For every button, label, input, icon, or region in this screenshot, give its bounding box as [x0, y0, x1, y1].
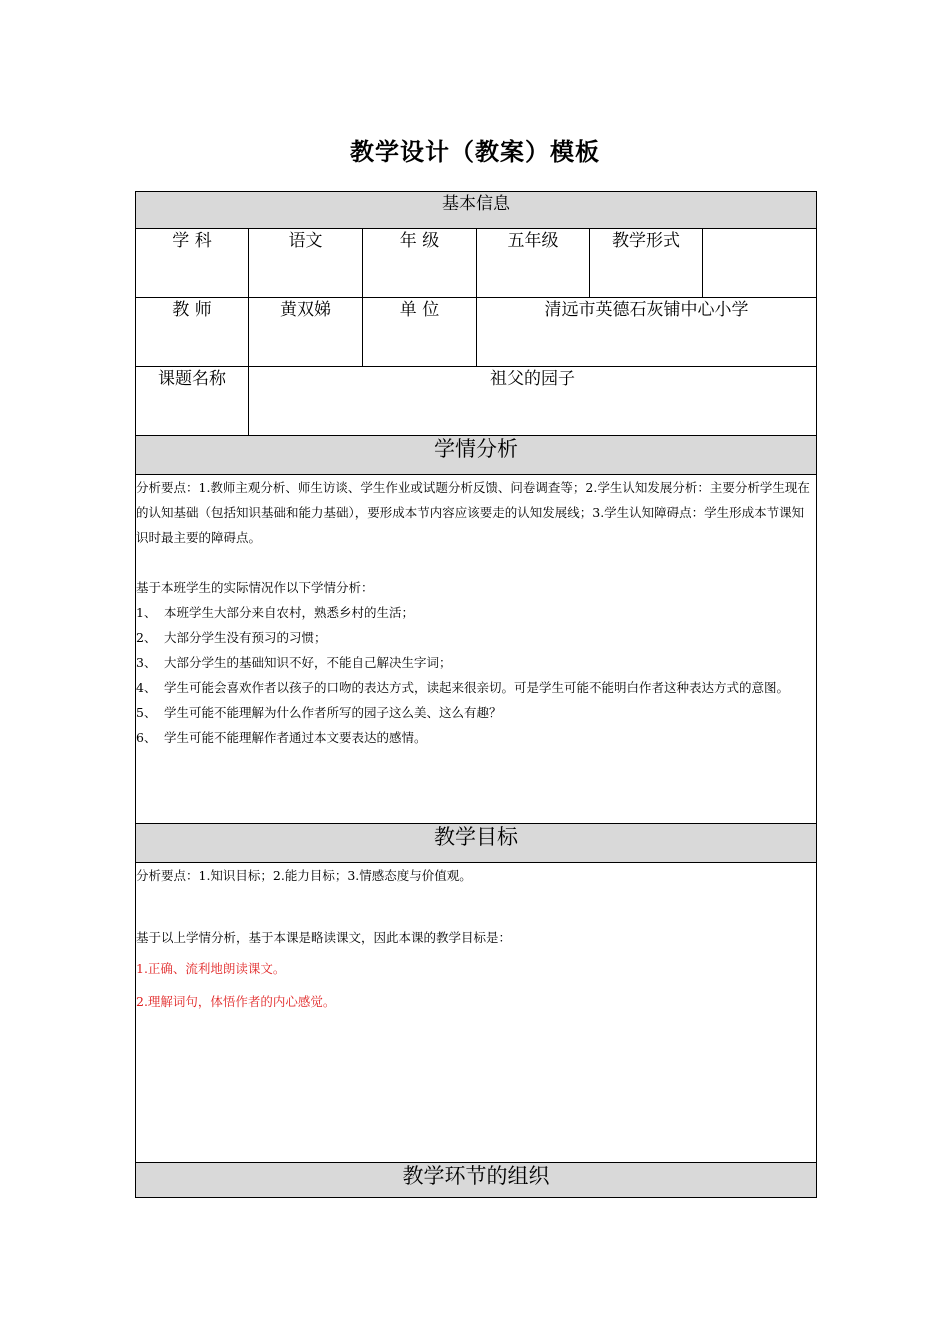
objectives-intro: 基于以上学情分析，基于本课是略读课文，因此本课的教学目标是：: [136, 930, 512, 945]
teacher-label: 教 师: [136, 298, 249, 367]
organization-header: 教学环节的组织: [136, 1163, 817, 1198]
page-title: 教学设计（教案）模板: [350, 138, 600, 166]
subject-value: 语文: [249, 229, 363, 298]
unit-label: 单 位: [363, 298, 477, 367]
objectives-guide: 分析要点：1.知识目标；2.能力目标；3.情感态度与价值观。: [136, 868, 472, 883]
list-item: 2、 大部分学生没有预习的习惯；: [136, 630, 327, 645]
list-item: 6、 学生可能不能理解作者通过本文要表达的感情。: [136, 730, 427, 745]
grade-label: 年 级: [363, 229, 477, 298]
list-item: 5、 学生可能不能理解为什么作者所写的园子这么美、这么有趣？: [136, 705, 502, 720]
subject-label: 学 科: [136, 229, 249, 298]
analysis-intro: 基于本班学生的实际情况作以下学情分析：: [136, 580, 374, 595]
unit-value: 清远市英德石灰铺中心小学: [477, 298, 817, 367]
analysis-content: [136, 475, 817, 824]
lesson-plan-table: [135, 191, 817, 1198]
grade-value: 五年级: [477, 229, 590, 298]
teacher-value: 黄双娣: [249, 298, 363, 367]
topic-value: 祖父的园子: [249, 367, 817, 436]
objectives-content: [136, 863, 817, 1163]
analysis-guide: 分析要点：1.教师主观分析、师生访谈、学生作业或试题分析反馈、问卷调查等；2.学生认知发展分析：主要分析学生现在的认知基础（包括知识基础和能力基础），要形成本节内容应该要走的认知发展线；3.学生认知障碍点：学生形成本节课知识时最主要的障碍点。: [136, 480, 810, 545]
analysis-header: 学情分析: [136, 436, 817, 475]
objectives-header: 教学目标: [136, 824, 817, 863]
objective-1: 1.正确、流利地朗读课文。: [136, 961, 286, 976]
list-item: 4、 学生可能会喜欢作者以孩子的口吻的表达方式，读起来很亲切。可是学生可能不能明白作者这种表达方式的意图。: [136, 680, 790, 695]
basic-info-header: 基本信息: [136, 192, 817, 229]
teaching-form-value: [703, 229, 817, 298]
topic-label: 课题名称: [136, 367, 249, 436]
list-item: 3、 大部分学生的基础知识不好，不能自己解决生字词；: [136, 655, 452, 670]
teaching-form-label: 教学形式: [590, 229, 703, 298]
objective-2: 2.理解词句，体悟作者的内心感觉。: [136, 994, 336, 1009]
list-item: 1、 本班学生大部分来自农村，熟悉乡村的生活；: [136, 605, 415, 620]
